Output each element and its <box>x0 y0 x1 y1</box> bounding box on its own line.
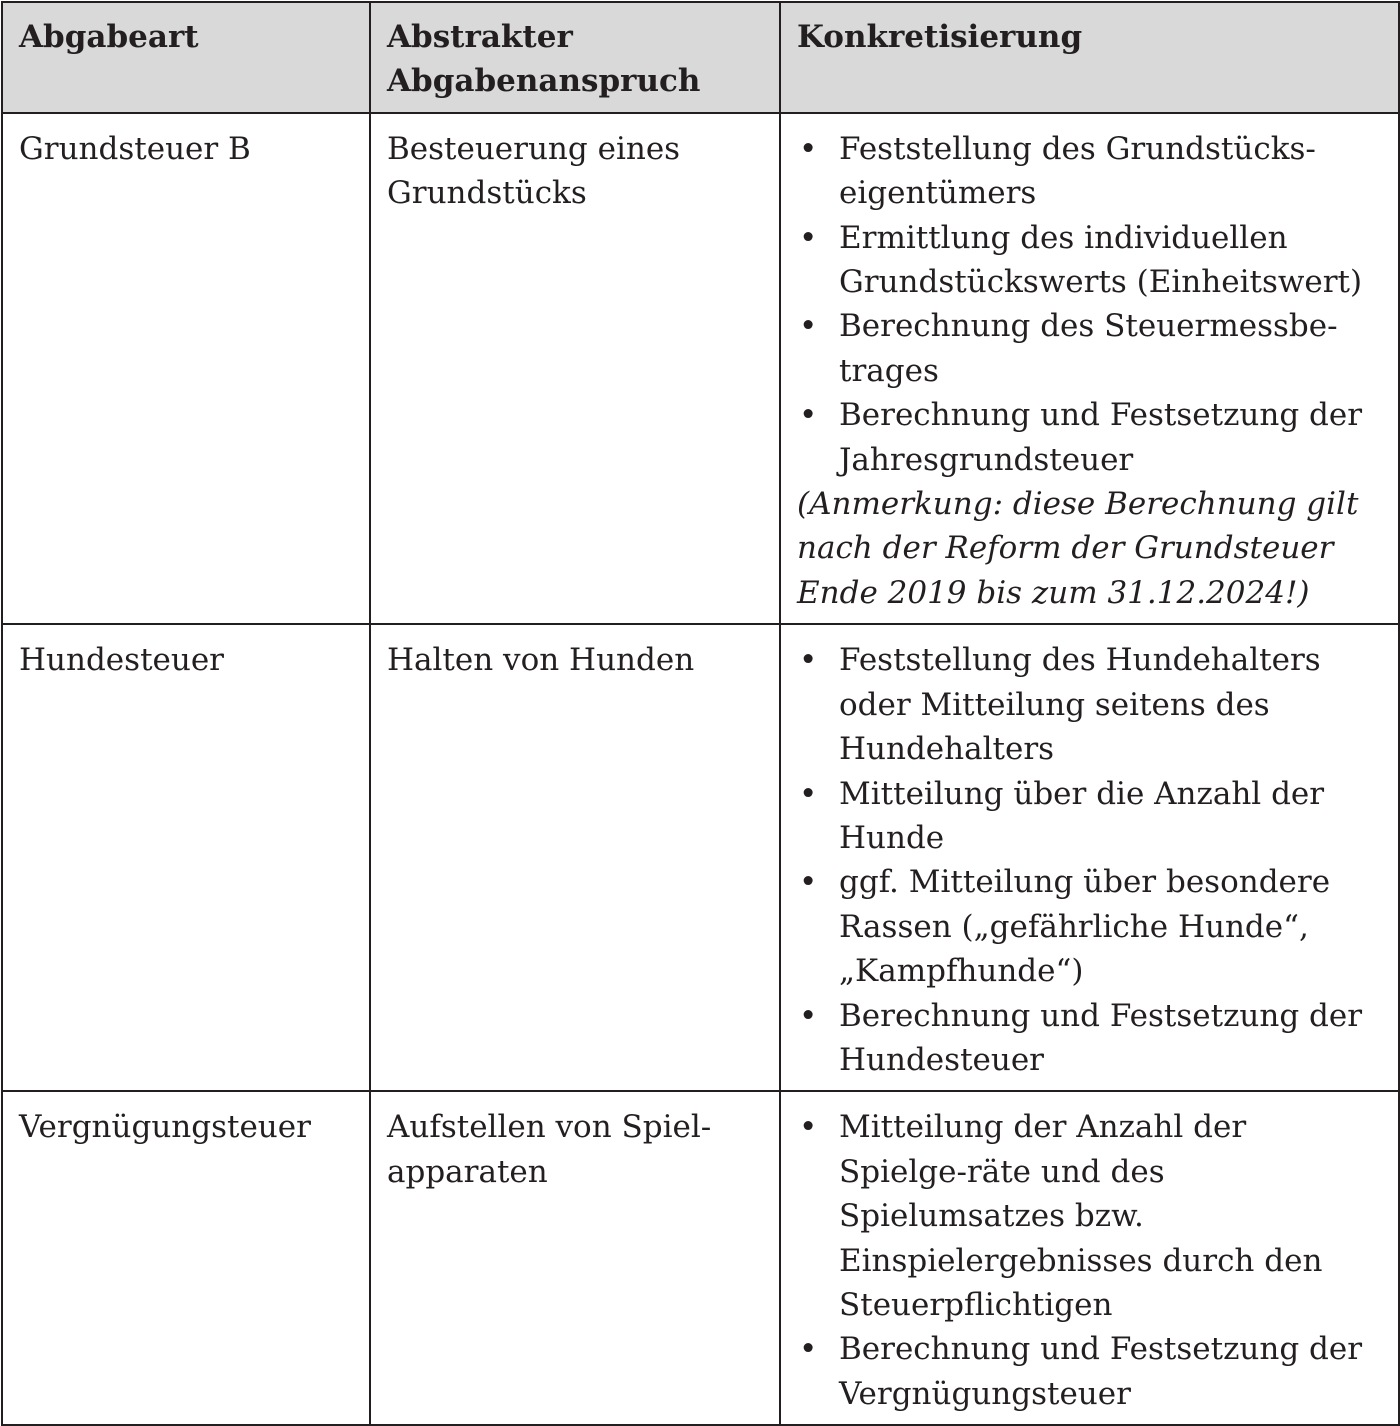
list-item <box>797 1327 1382 1416</box>
list-item-text: Berechnung und Festsetzung der Jahresgrundsteuer <box>839 397 1363 478</box>
list-item <box>797 860 1382 993</box>
list-item-text: ggf. Mitteilung über besondere Rassen („gefährliche Hunde“, „Kampfhunde“) <box>839 864 1331 990</box>
list-item-text: Mitteilung über die Anzahl der Hunde <box>839 775 1325 856</box>
list-item <box>797 772 1382 861</box>
bullet-icon: • <box>799 130 818 167</box>
cell-konkretisierung <box>780 624 1399 1091</box>
header-konkretisierung: Konkretisierung <box>780 2 1399 113</box>
list-item-text: Feststellung des Hundehalters oder Mitteilung seitens des Hundehalters <box>839 642 1321 768</box>
list-item <box>797 1105 1382 1327</box>
bullet-icon: • <box>799 642 818 679</box>
list-item <box>797 393 1382 482</box>
table-body <box>2 113 1399 1425</box>
bullet-icon: • <box>799 219 818 256</box>
list-item <box>797 638 1382 771</box>
bullet-list <box>797 638 1382 1082</box>
bullet-list <box>797 1105 1382 1416</box>
list-item <box>797 994 1382 1083</box>
cell-konkretisierung <box>780 113 1399 624</box>
table-row <box>2 624 1399 1091</box>
list-item <box>797 216 1382 305</box>
cell-abgabeart: Hundesteuer <box>2 624 370 1091</box>
list-item-text: Berechnung und Festsetzung der Vergnügungsteuer <box>839 1331 1363 1412</box>
bullet-icon: • <box>799 1331 818 1368</box>
cell-anspruch: Halten von Hunden <box>370 624 780 1091</box>
table-row <box>2 1091 1399 1425</box>
bullet-icon: • <box>799 775 818 812</box>
table-header <box>2 2 1399 113</box>
bullet-list <box>797 127 1382 482</box>
note-text: (Anmerkung: diese Berechnung gilt nach der Reform der Grundsteuer Ende 2019 bis zum 31.12.2024!) <box>797 486 1359 611</box>
bullet-icon: • <box>799 864 818 901</box>
list-item <box>797 127 1382 216</box>
list-item-text: Berechnung des Steuermessbe-trages <box>839 308 1338 389</box>
header-abgabeart: Abgabeart <box>2 2 370 113</box>
bullet-icon: • <box>799 997 818 1034</box>
cell-konkretisierung <box>780 1091 1399 1425</box>
list-item-text: Feststellung des Grundstücks-eigentümers <box>839 130 1316 212</box>
header-row <box>2 2 1399 113</box>
bullet-icon: • <box>799 397 818 434</box>
list-item-text: Mitteilung der Anzahl der Spielge-räte und des Spielumsatzes bzw. Einspielergebnisses durch den Steuerpflichtigen <box>839 1109 1323 1323</box>
cell-abgabeart: Vergnügungsteuer <box>2 1091 370 1425</box>
cell-anspruch: Aufstellen von Spiel-apparaten <box>370 1091 780 1425</box>
bullet-icon: • <box>799 308 818 345</box>
header-abstrakter-abgabenanspruch: Abstrakter Abgabenanspruch <box>370 2 780 113</box>
bullet-icon: • <box>799 1109 818 1146</box>
list-item-text: Ermittlung des individuellen Grundstückswerts (Einheitswert) <box>839 219 1363 301</box>
list-item <box>797 304 1382 393</box>
cell-anspruch: Besteuerung eines Grundstücks <box>370 113 780 624</box>
tax-table <box>1 1 1400 1426</box>
table-row <box>2 113 1399 624</box>
cell-abgabeart: Grundsteuer B <box>2 113 370 624</box>
list-item-text: Berechnung und Festsetzung der Hundesteuer <box>839 997 1363 1078</box>
